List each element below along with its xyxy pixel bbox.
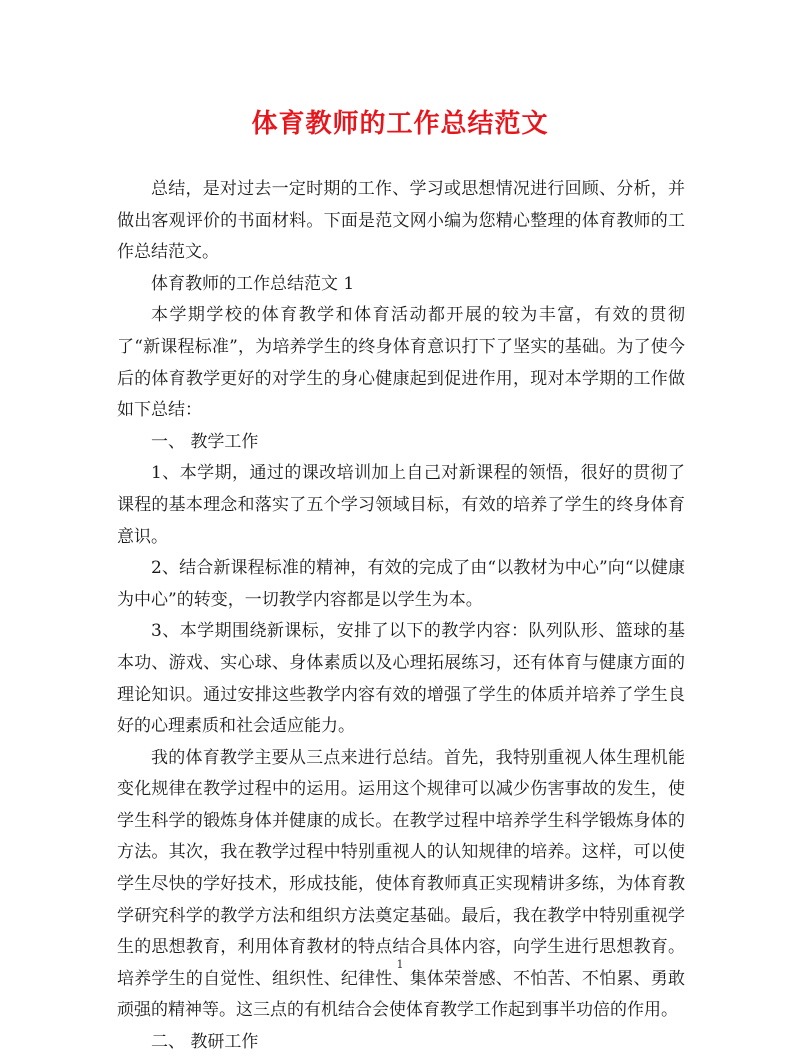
body-paragraph: 2、结合新课程标准的精神，有效的完成了由“以教材为中心”向“以健康为中心”的转变，一切教学内容都是以学生为本。 bbox=[117, 558, 685, 610]
subsection-heading: 一、 教学工作 bbox=[151, 431, 259, 452]
document-title: 体育教师的工作总结范文 bbox=[251, 109, 549, 139]
section-heading: 体育教师的工作总结范文 1 bbox=[151, 273, 355, 294]
intro-paragraph: 总结，是对过去一定时期的工作、学习或思想情况进行回顾、分析，并做出客观评价的书面材料。下面是范文网小编为您精心整理的体育教师的工作总结范文。 bbox=[117, 179, 685, 263]
page-number: 1 bbox=[396, 958, 404, 971]
body-paragraph: 本学期学校的体育教学和体育活动都开展的较为丰富，有效的贯彻了“新课程标准”，为培养学生的终身体育意识打下了坚实的基础。为了使今后的体育教学更好的对学生的身心健康起到促进作用，现对本学期的工作做如下总结： bbox=[117, 305, 685, 421]
body-paragraph: 1、本学期，通过的课改培训加上自己对新课程的领悟，很好的贯彻了课程的基本理念和落实了五个学习领域目标，有效的培养了学生的终身体育意识。 bbox=[117, 463, 685, 547]
body-paragraph: 3、本学期围绕新课标，安排了以下的教学内容：队列队形、篮球的基本功、游戏、实心球、身体素质以及心理拓展练习，还有体育与健康方面的理论知识。通过安排这些教学内容有效的增强了学生的体质并培养了学生良好的心理素质和社会适应能力。 bbox=[117, 621, 685, 737]
subsection-heading: 二、 教研工作 bbox=[151, 1032, 259, 1053]
body-paragraph: 我的体育教学主要从三点来进行总结。首先，我特别重视人体生理机能变化规律在教学过程中的运用。运用这个规律可以减少伤害事故的发生，使学生科学的锻炼身体并健康的成长。在教学过程中培养学生科学锻炼身体的方法。其次，我在教学过程中特别重视人的认知规律的培养。这样，可以使学生尽快的学好技术，形成技能，使体育教师真正实现精讲多练，为体育教学研究科学的教学方法和组织方法奠定基础。最后，我在教学中特别重视学生的思想教育，利用体育教材的特点结合具体内容，向学生进行思想教育。培养学生的自觉性、组织性、纪律性、集体荣誉感、不怕苦、不怕累、勇敢顽强的精神等。这三点的有机结合会使体育教学工作起到事半功倍的作用。 bbox=[117, 747, 685, 1021]
document-body bbox=[117, 174, 685, 1059]
